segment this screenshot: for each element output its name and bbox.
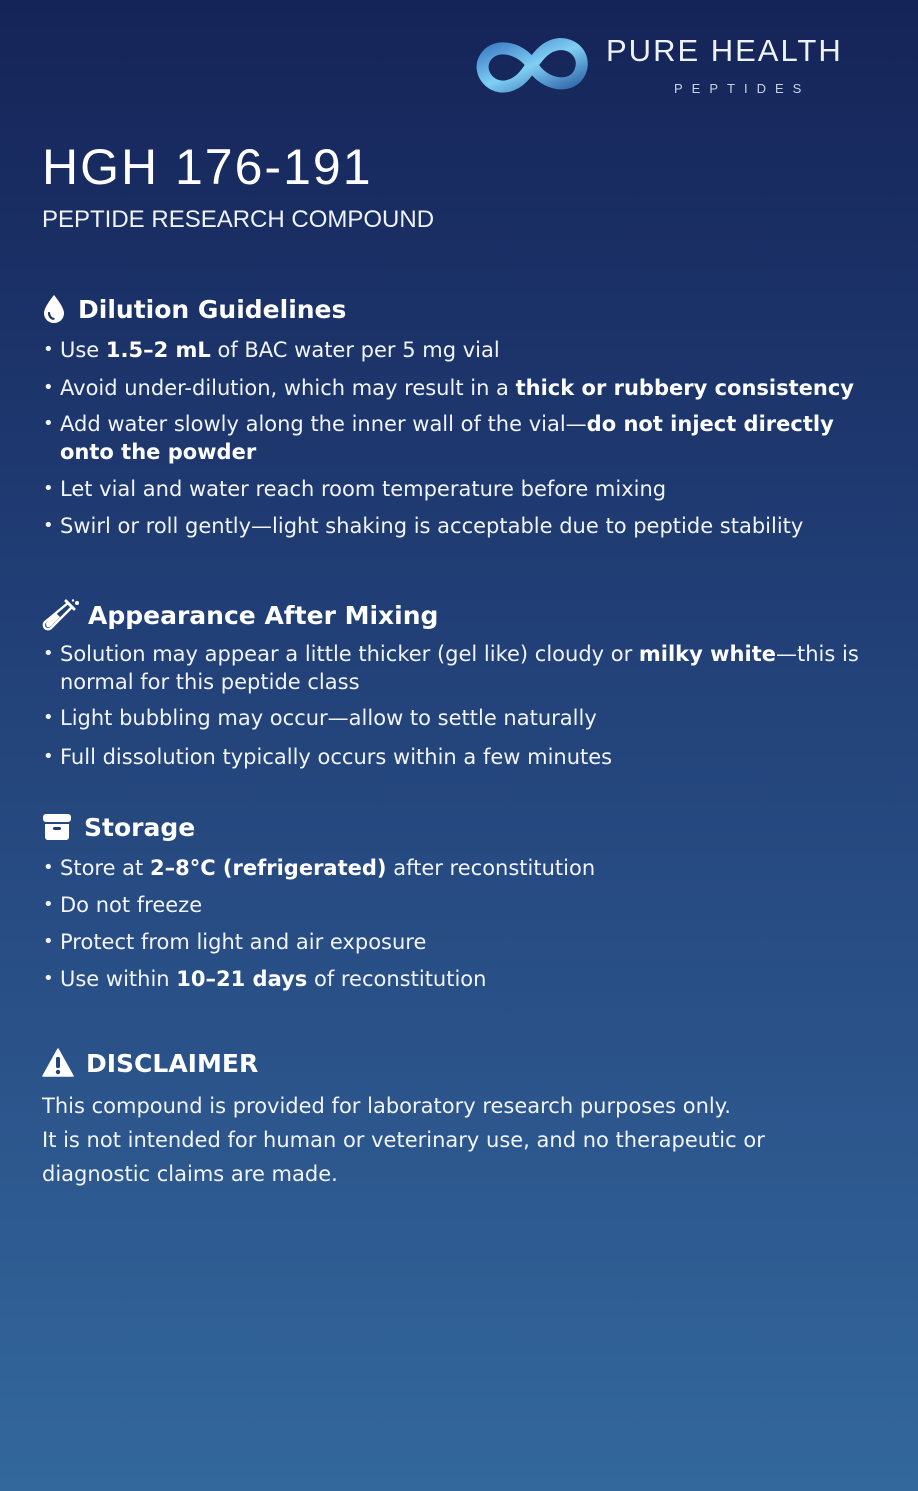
list-item: • Swirl or roll gently—light shaking is acceptable due to peptide stability xyxy=(42,512,882,540)
brand-logo xyxy=(472,30,882,105)
dilution-list xyxy=(42,336,882,540)
storage-box-icon xyxy=(42,812,78,842)
dilution-section xyxy=(42,292,882,540)
list-item: • Avoid under-dilution, which may result in a thick or rubbery consistency xyxy=(42,374,882,402)
product-title: HGH 176-191 xyxy=(42,139,373,195)
brand-name: PURE HEALTH xyxy=(606,33,843,68)
appearance-section xyxy=(42,598,882,771)
test-tube-icon xyxy=(42,600,82,630)
list-item: • Add water slowly along the inner wall of the vial—do not inject directly onto the powder xyxy=(42,410,882,466)
list-item: • Solution may appear a little thicker (gel like) cloudy or milky white—this is normal for this peptide class xyxy=(42,640,882,696)
disclaimer-section xyxy=(42,1046,882,1191)
warning-icon xyxy=(42,1048,80,1078)
appearance-heading: Appearance After Mixing xyxy=(88,600,439,630)
disclaimer-heading: DISCLAIMER xyxy=(86,1048,259,1078)
infinity-loop-icon xyxy=(472,32,592,98)
list-item: • Protect from light and air exposure xyxy=(42,928,882,956)
appearance-list xyxy=(42,640,882,771)
storage-section xyxy=(42,810,882,993)
list-item: • Light bubbling may occur—allow to settle naturally xyxy=(42,704,882,732)
storage-heading-row xyxy=(42,810,882,844)
brand-subtitle: PEPTIDES xyxy=(674,81,811,96)
storage-list xyxy=(42,854,882,993)
list-item: • Let vial and water reach room temperature before mixing xyxy=(42,475,882,503)
product-subtitle: PEPTIDE RESEARCH COMPOUND xyxy=(42,206,435,233)
list-item: • Full dissolution typically occurs within a few minutes xyxy=(42,743,882,771)
disclaimer-line-1: This compound is provided for laboratory research purposes only. xyxy=(42,1094,731,1118)
list-item: • Use within 10–21 days of reconstitution xyxy=(42,965,882,993)
disclaimer-line-2: It is not intended for human or veterinary use, and no therapeutic or diagnostic claims are made. xyxy=(42,1128,765,1186)
dilution-heading: Dilution Guidelines xyxy=(78,294,347,324)
list-item: • Do not freeze xyxy=(42,891,882,919)
dilution-heading-row xyxy=(42,292,882,326)
disclaimer-heading-row xyxy=(42,1046,882,1080)
storage-heading: Storage xyxy=(84,812,196,842)
list-item: • Store at 2–8°C (refrigerated) after reconstitution xyxy=(42,854,882,882)
water-drop-icon xyxy=(42,294,72,324)
appearance-heading-row xyxy=(42,598,882,632)
list-item: • Use 1.5–2 mL of BAC water per 5 mg vial xyxy=(42,336,882,364)
